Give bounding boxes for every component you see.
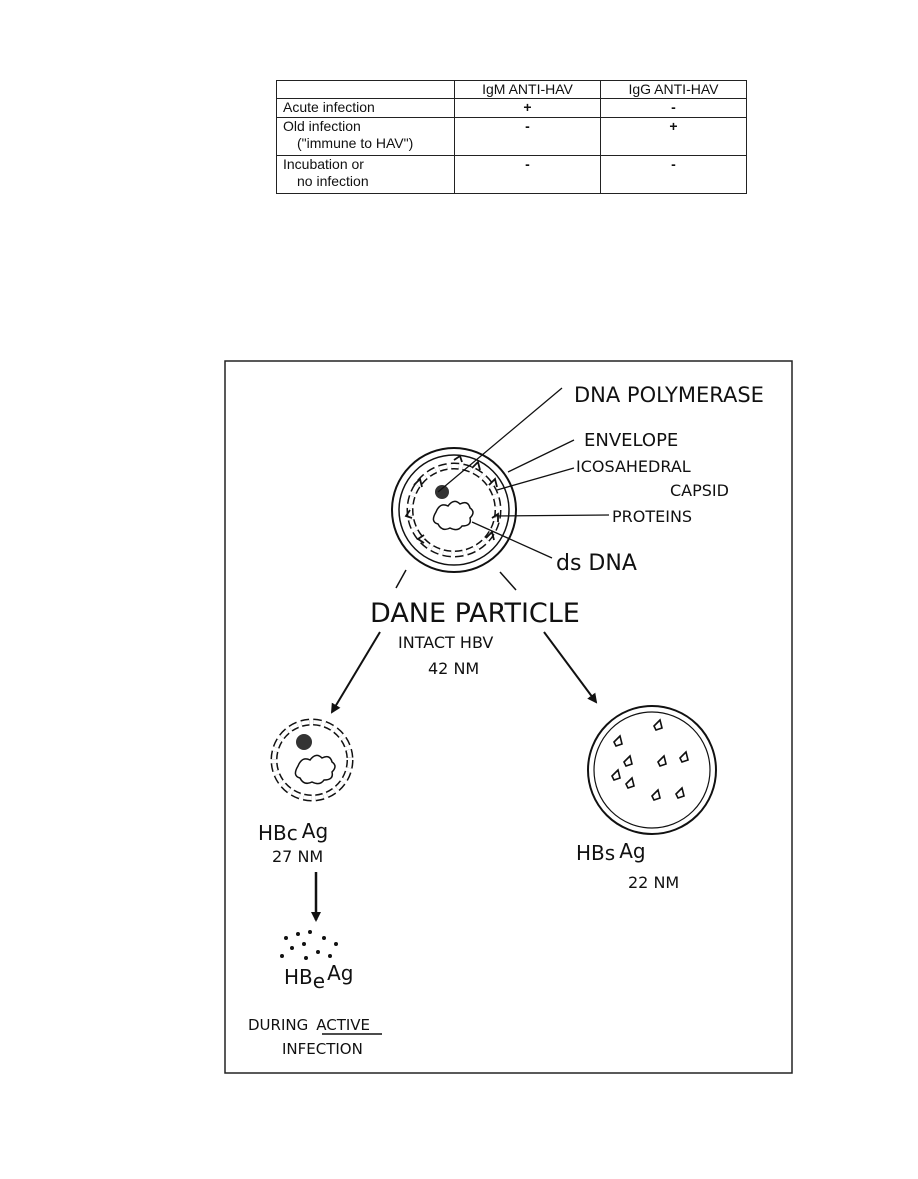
divider-stroke: [396, 570, 406, 588]
dane-particle-subtitle: INTACT HBV: [398, 633, 494, 652]
dane-particle-title: DANE PARTICLE: [370, 598, 580, 629]
row-label-line: ("immune to HAV"): [297, 135, 414, 151]
row-label-line: Acute infection: [283, 99, 375, 115]
arrow-to-hbsag: [544, 632, 596, 702]
hbv-diagram: [224, 360, 794, 1076]
hbcag-particle-icon: [274, 722, 350, 798]
hbsag-label: [576, 839, 646, 865]
hbsag-particle-icon: [588, 706, 716, 834]
leader-line: [494, 515, 609, 516]
igm-value: +: [455, 99, 601, 118]
hbcag-base: HBc: [258, 821, 298, 845]
row-label-line: Incubation or: [283, 156, 364, 172]
table-header-igg: IgG ANTI-HAV: [601, 81, 747, 99]
ds-dna-label: ds DNA: [556, 551, 637, 576]
table-header-cell: [277, 81, 455, 99]
capsid-label-line2: CAPSID: [670, 481, 729, 500]
igg-value: -: [601, 156, 747, 194]
note-active: ACTIVE: [316, 1016, 371, 1034]
igg-value: +: [601, 118, 747, 156]
divider-stroke: [500, 572, 516, 590]
row-label: [277, 118, 455, 156]
igm-value: -: [455, 156, 601, 194]
igg-value: -: [601, 99, 747, 118]
row-label: [277, 156, 455, 194]
hbeag-label: [284, 961, 353, 993]
row-label-line: no infection: [297, 173, 369, 189]
envelope-label: ENVELOPE: [584, 430, 679, 451]
row-label: [277, 99, 455, 118]
hbcag-size: 27 NM: [272, 847, 324, 866]
leader-line: [472, 522, 552, 558]
hav-antibody-table: [276, 80, 747, 194]
table-header-igm: IgM ANTI-HAV: [455, 81, 601, 99]
dane-particle-size: 42 NM: [428, 659, 480, 678]
hbsag-suffix: Ag: [619, 839, 646, 863]
arrow-to-hbcag: [332, 632, 380, 712]
note-during: DURING: [248, 1016, 309, 1034]
hbcag-suffix: Ag: [301, 819, 329, 843]
table-row: [277, 99, 747, 118]
hbsag-base: HBs: [576, 841, 616, 865]
hbsag-size: 22 NM: [628, 873, 680, 892]
proteins-label: PROTEINS: [612, 507, 693, 526]
hbeag-prefix: HB: [284, 965, 313, 989]
hbeag-suffix: Ag: [327, 961, 354, 985]
leader-line: [508, 440, 574, 472]
row-label-line: Old infection: [283, 118, 361, 134]
hbeag-sub: e: [312, 969, 326, 993]
active-infection-note-line1: [248, 1016, 370, 1034]
dna-polymerase-label: DNA POLYMERASE: [574, 383, 764, 407]
table-header-row: [277, 81, 747, 99]
table-row: [277, 156, 747, 194]
table-row: [277, 118, 747, 156]
igm-value: -: [455, 118, 601, 156]
dane-particle-icon: [392, 448, 516, 572]
active-infection-note-line2: INFECTION: [282, 1040, 363, 1058]
hbcag-label: [258, 819, 328, 845]
capsid-label-line1: ICOSAHEDRAL: [576, 457, 691, 476]
hbeag-dots-icon: [280, 930, 338, 960]
